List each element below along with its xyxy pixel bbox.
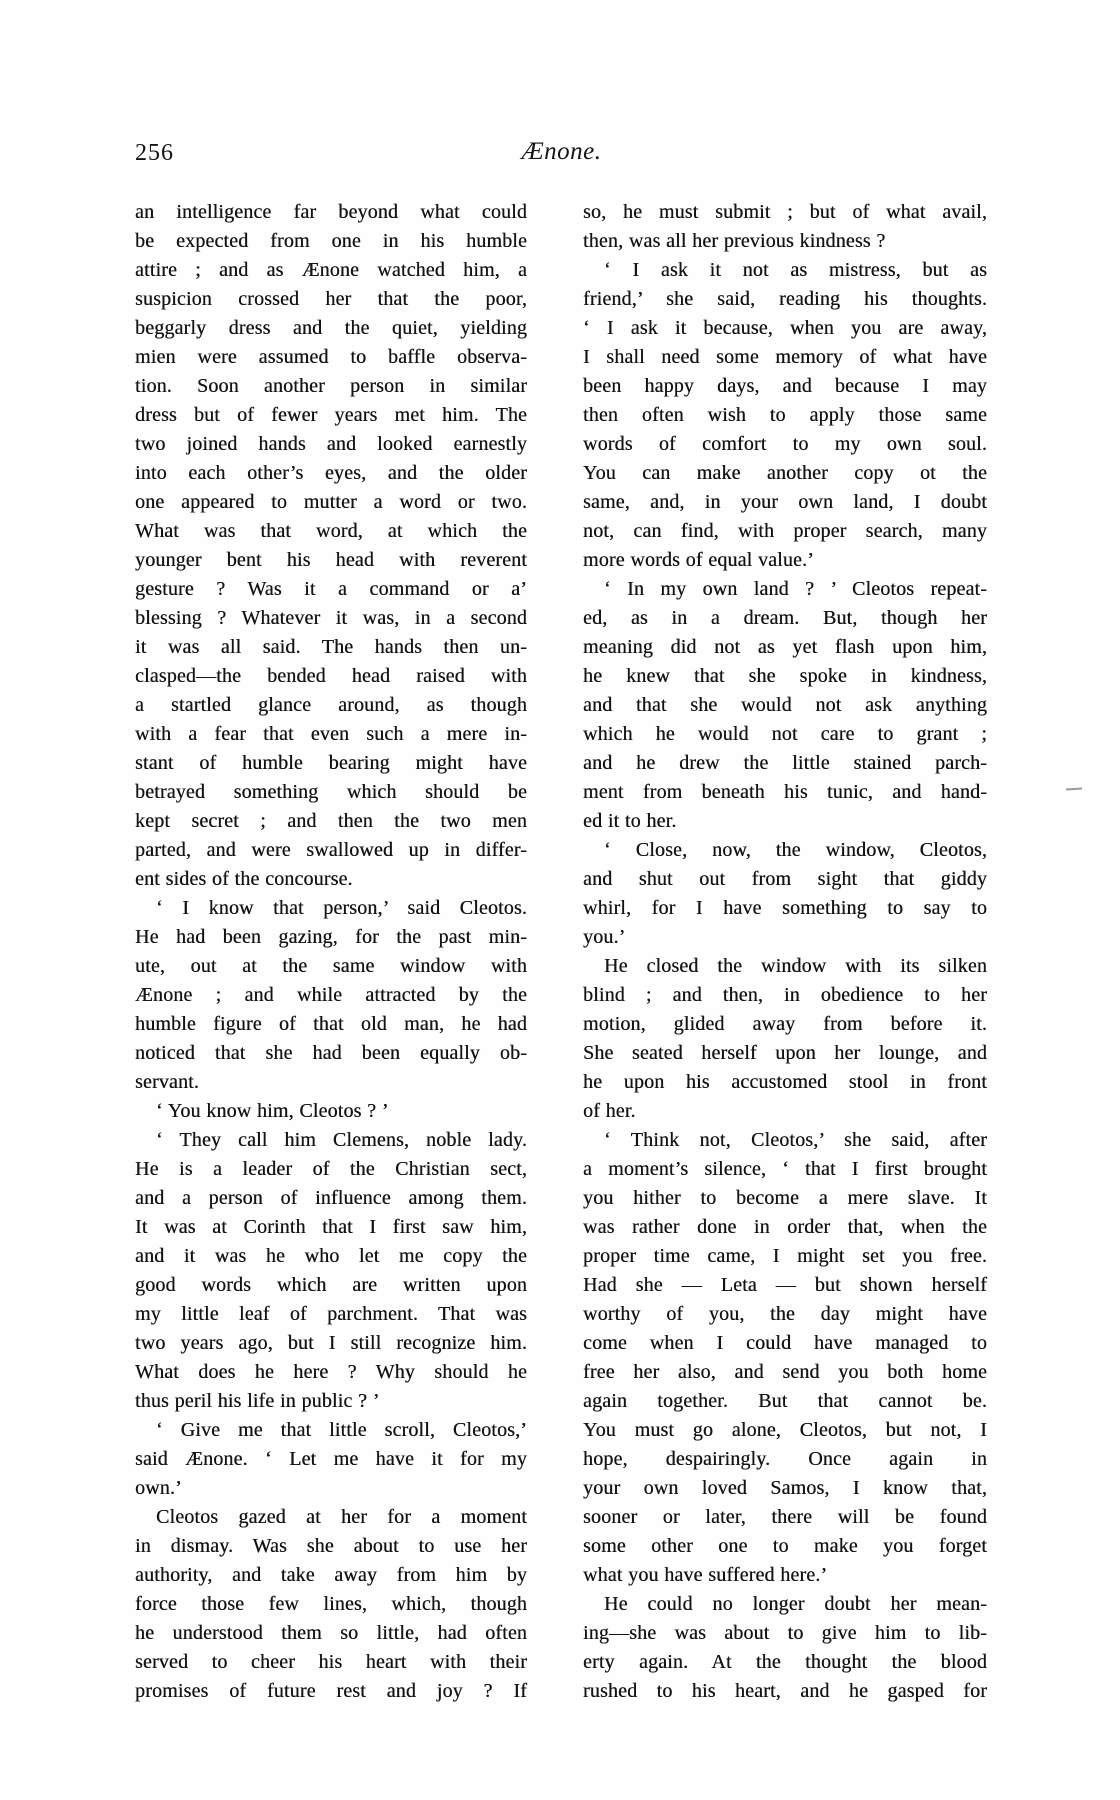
text-line: Had she — Leta — but shown herself	[583, 1274, 987, 1296]
text-line: words of comfort to my own soul.	[583, 433, 987, 455]
text-columns	[135, 198, 987, 1706]
text-line: ent sides of the concourse.	[135, 868, 353, 890]
text-line: he upon his accustomed stool in front	[583, 1071, 987, 1093]
text-line: What does he here ? Why should he	[135, 1361, 527, 1383]
text-line: he understood them so little, had often	[135, 1622, 527, 1644]
text-line: ‘ In my own land ? ’ Cleotos repeat-	[604, 578, 987, 600]
text-line: I shall need some memory of what have	[583, 346, 987, 368]
text-line: ‘ I know that person,’ said Cleotos.	[156, 897, 527, 919]
text-line: ‘ They call him Clemens, noble lady.	[156, 1129, 527, 1151]
page-number: 256	[135, 140, 174, 166]
text-line: parted, and were swallowed up in differ-	[135, 839, 527, 861]
right-column	[583, 198, 987, 1706]
text-line: and a person of influence among them.	[135, 1187, 527, 1209]
text-line: two years ago, but I still recognize him.	[135, 1332, 527, 1354]
text-line: servant.	[135, 1071, 199, 1093]
text-line: come when I could have managed to	[583, 1332, 987, 1354]
paragraph	[135, 198, 527, 894]
text-line: my little leaf of parchment. That was	[135, 1303, 527, 1325]
text-line: one appeared to mutter a word or two.	[135, 491, 527, 513]
text-line: He closed the window with its silken	[604, 955, 987, 977]
margin-artifact-dash	[1066, 787, 1082, 790]
text-line: ‘ Give me that little scroll, Cleotos,’	[156, 1419, 527, 1441]
text-line: he knew that she spoke in kindness,	[583, 665, 987, 687]
text-line: you.’	[583, 926, 626, 948]
text-line: He could no longer doubt her mean-	[604, 1593, 987, 1615]
text-line: been happy days, and because I may	[583, 375, 987, 397]
text-line: mien were assumed to baffle observa-	[135, 346, 527, 368]
paragraph	[583, 1590, 987, 1706]
text-line: attire ; and as Ænone watched him, a	[135, 259, 527, 281]
text-line: He had been gazing, for the past min-	[135, 926, 527, 948]
text-line: ‘ You know him, Cleotos ? ’	[156, 1100, 389, 1122]
paragraph	[583, 575, 987, 836]
text-line: blind ; and then, in obedience to her	[583, 984, 987, 1006]
text-line: some other one to make you forget	[583, 1535, 987, 1557]
text-line: stant of humble bearing might have	[135, 752, 527, 774]
text-line: into each other’s eyes, and the older	[135, 462, 527, 484]
text-line: then, was all her previous kindness ?	[583, 230, 886, 252]
text-line: She seated herself upon her lounge, and	[583, 1042, 987, 1064]
text-line: younger bent his head with reverent	[135, 549, 527, 571]
text-line: sooner or later, there will be found	[583, 1506, 987, 1528]
text-line: What was that word, at which the	[135, 520, 527, 542]
text-line: ‘ Close, now, the window, Cleotos,	[604, 839, 987, 861]
paragraph	[135, 1503, 527, 1706]
text-line: betrayed something which should be	[135, 781, 527, 803]
text-line: and he drew the little stained parch-	[583, 752, 987, 774]
paragraph	[583, 256, 987, 575]
text-line: ute, out at the same window with	[135, 955, 527, 977]
text-line: clasped—the bended head raised with	[135, 665, 527, 687]
paragraph	[135, 1126, 527, 1416]
text-line: then often wish to apply those same	[583, 404, 987, 426]
text-line: and it was he who let me copy the	[135, 1245, 527, 1267]
paragraph	[583, 836, 987, 952]
paragraph	[135, 1097, 527, 1126]
text-line: Cleotos gazed at her for a moment	[156, 1506, 527, 1528]
text-line: a moment’s silence, ‘ that I first brought	[583, 1158, 987, 1180]
text-line: what you have suffered here.’	[583, 1564, 828, 1586]
text-line: again together. But that cannot be.	[583, 1390, 987, 1412]
text-line: kept secret ; and then the two men	[135, 810, 527, 832]
text-line: rushed to his heart, and he gasped for	[583, 1680, 987, 1702]
running-title: Ænone.	[521, 138, 602, 165]
text-line: you hither to become a mere slave. It	[583, 1187, 987, 1209]
text-line: be expected from one in his humble	[135, 230, 527, 252]
text-line: beggarly dress and the quiet, yielding	[135, 317, 527, 339]
text-line: ment from beneath his tunic, and hand-	[583, 781, 987, 803]
text-line: served to cheer his heart with their	[135, 1651, 527, 1673]
paragraph	[583, 198, 987, 256]
text-line: promises of future rest and joy ? If	[135, 1680, 527, 1702]
text-line: and that she would not ask anything	[583, 694, 987, 716]
text-line: in dismay. Was she about to use her	[135, 1535, 527, 1557]
text-line: your own loved Samos, I know that,	[583, 1477, 987, 1499]
text-line: same, and, in your own land, I doubt	[583, 491, 987, 513]
text-line: motion, glided away from before it.	[583, 1013, 987, 1035]
text-line: own.’	[135, 1477, 182, 1499]
text-line: suspicion crossed her that the poor,	[135, 288, 527, 310]
text-line: It was at Corinth that I first saw him,	[135, 1216, 527, 1238]
text-line: ed, as in a dream. But, though her	[583, 607, 987, 629]
text-line: ed it to her.	[583, 810, 677, 832]
text-line: ing—she was about to give him to lib-	[583, 1622, 987, 1644]
text-line: said Ænone. ‘ Let me have it for my	[135, 1448, 527, 1470]
text-line: tion. Soon another person in similar	[135, 375, 527, 397]
text-line: blessing ? Whatever it was, in a second	[135, 607, 527, 629]
text-line: proper time came, I might set you free.	[583, 1245, 987, 1267]
text-line: two joined hands and looked earnestly	[135, 433, 527, 455]
text-line: noticed that she had been equally ob-	[135, 1042, 527, 1064]
text-line: whirl, for I have something to say to	[583, 897, 987, 919]
text-line: humble figure of that old man, he had	[135, 1013, 527, 1035]
text-line: He is a leader of the Christian sect,	[135, 1158, 527, 1180]
text-line: so, he must submit ; but of what avail,	[583, 201, 987, 223]
page-header	[135, 138, 988, 172]
text-line: it was all said. The hands then un-	[135, 636, 527, 658]
paragraph	[135, 1416, 527, 1503]
text-line: ‘ Think not, Cleotos,’ she said, after	[604, 1129, 987, 1151]
text-line: thus peril his life in public ? ’	[135, 1390, 380, 1412]
text-line: was rather done in order that, when the	[583, 1216, 987, 1238]
text-line: ‘ I ask it because, when you are away,	[583, 317, 987, 339]
text-line: You must go alone, Cleotos, but not, I	[583, 1419, 987, 1441]
text-line: an intelligence far beyond what could	[135, 201, 527, 223]
paragraph	[135, 894, 527, 1097]
text-line: which he would not care to grant ;	[583, 723, 987, 745]
text-line: ‘ I ask it not as mistress, but as	[604, 259, 987, 281]
text-line: and shut out from sight that giddy	[583, 868, 987, 890]
text-line: more words of equal value.’	[583, 549, 814, 571]
left-column	[135, 198, 527, 1706]
text-line: worthy of you, the day might have	[583, 1303, 987, 1325]
text-line: good words which are written upon	[135, 1274, 527, 1296]
paragraph	[583, 952, 987, 1126]
text-line: a startled glance around, as though	[135, 694, 527, 716]
text-line: friend,’ she said, reading his thoughts.	[583, 288, 987, 310]
text-line: with a fear that even such a mere in-	[135, 723, 527, 745]
text-line: authority, and take away from him by	[135, 1564, 527, 1586]
text-line: meaning did not as yet flash upon him,	[583, 636, 987, 658]
text-line: free her also, and send you both home	[583, 1361, 987, 1383]
text-line: not, can find, with proper search, many	[583, 520, 987, 542]
text-line: force those few lines, which, though	[135, 1593, 527, 1615]
text-line: of her.	[583, 1100, 636, 1122]
text-line: hope, despairingly. Once again in	[583, 1448, 987, 1470]
text-line: You can make another copy ot the	[583, 462, 987, 484]
text-line: gesture ? Was it a command or a’	[135, 578, 527, 600]
text-line: dress but of fewer years met him. The	[135, 404, 527, 426]
text-line: erty again. At the thought the blood	[583, 1651, 987, 1673]
text-line: Ænone ; and while attracted by the	[135, 984, 527, 1006]
paragraph	[583, 1126, 987, 1590]
